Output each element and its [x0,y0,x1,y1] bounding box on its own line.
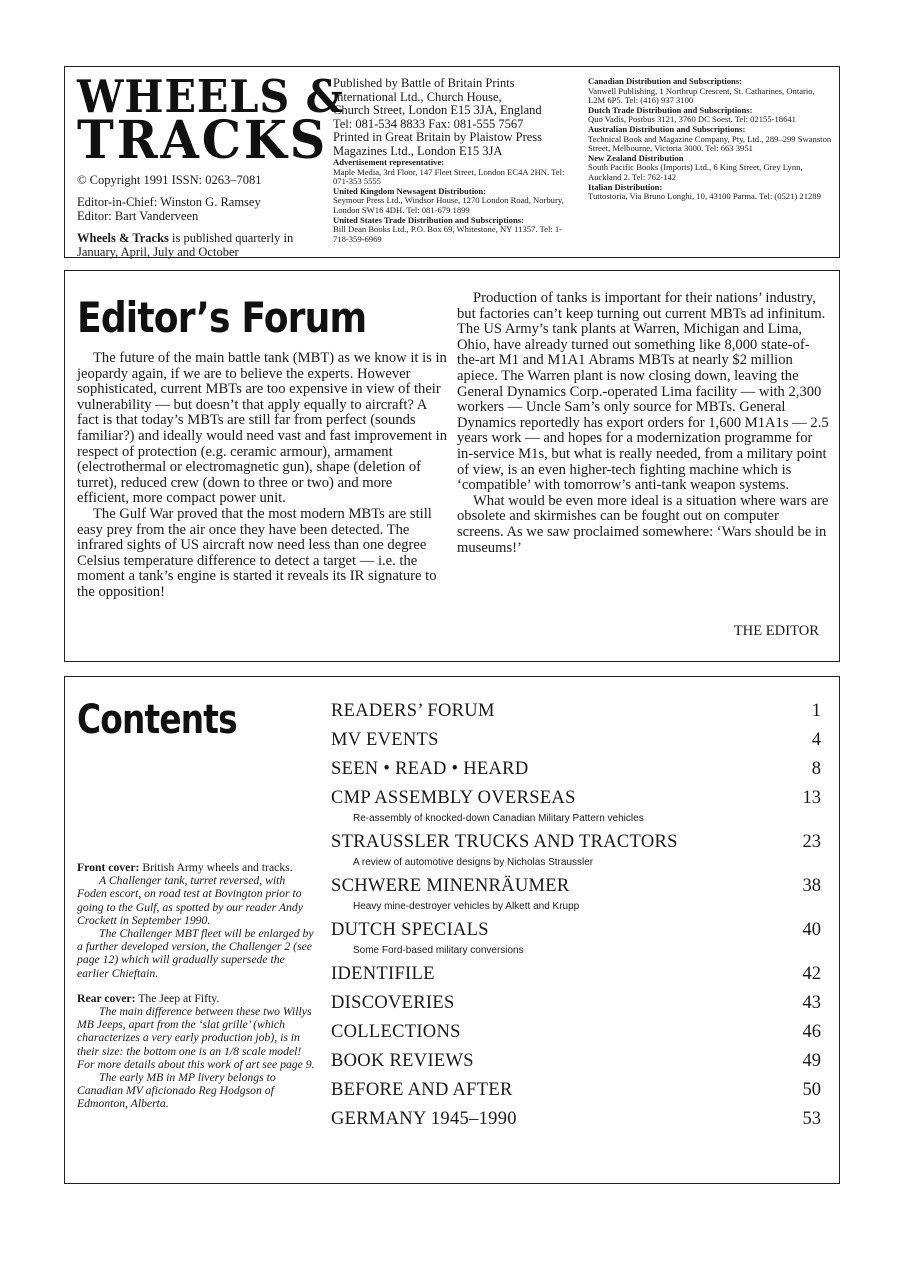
toc-entry-title: CMP ASSEMBLY OVERSEAS [331,788,576,808]
toc-entry[interactable] [331,993,821,1022]
rear-cover-text: The Jeep at Fifty. [135,991,220,1005]
rear-cover-details [77,1005,315,1111]
masthead [64,66,840,258]
publisher-line: International Ltd., Church House, [333,89,502,104]
toc-entry-title: IDENTIFILE [331,964,435,984]
italy-heading: Italian Distribution: [588,181,663,192]
front-cover-details [77,874,315,980]
schedule-text: is published quarterly in January, April, July and October [77,230,294,259]
table-of-contents [331,701,821,1138]
toc-entry-page: 38 [802,876,821,896]
forum-paragraph: The Gulf War proved that the most modern MBTs are still easy prey from the air once they have been detected. The infrared sights of US aircraft now need less than one degree Celsius temperature difference to detect a target — i.e. the moment a tank’s engine is started it reveals its IR signature to the opposition! [77,505,437,600]
nz-text: South Pacific Books (Imports) Ltd., 6 King Street, Grey Lynn, Auckland 2. Tel: 762-142 [588,162,803,182]
toc-entry-page: 13 [802,788,821,808]
toc-entry-title: DISCOVERIES [331,993,455,1013]
toc-entry-page: 49 [802,1051,821,1071]
rear-cover-label: Rear cover: [77,991,136,1005]
forum-title: Editor’s Forum [77,293,367,342]
toc-entry-page: 23 [802,832,821,852]
toc-entry[interactable] [331,1109,821,1138]
toc-entry[interactable] [331,1022,821,1051]
toc-entry-page: 4 [811,730,821,750]
toc-entry-subtitle: Some Ford-based military conversions [353,945,524,956]
toc-entry-title: STRAUSSLER TRUCKS AND TRACTORS [331,832,678,852]
toc-entry-title: SCHWERE MINENRÄUMER [331,876,570,896]
toc-entry-title: SEEN • READ • HEARD [331,759,529,779]
front-cover-note: A Challenger tank, turret reversed, with Foden escort, on road test at Bovington prior to going to the Gulf, as spotted by our reader Andy Crockett in September 1990. [77,874,303,927]
toc-entry-title: DUTCH SPECIALS [331,920,489,940]
australia-heading: Australian Distribution and Subscriptions: [588,123,746,134]
toc-entry-subtitle: Re-assembly of knocked-down Canadian Military Pattern vehicles [353,813,644,824]
publisher-line: Published by Battle of Britain Prints [333,76,515,90]
publisher-info [333,77,573,244]
uk-distribution-heading: United Kingdom Newsagent Distribution: [333,185,487,196]
publisher-line: Church Street, London E15 3JA, England [333,103,542,117]
canada-text: Vanwell Publishing, 1 Northrup Crescent, St. Catharines, Ontario, L2M 6P5. Tel: (416) 937 3100 [588,85,815,106]
rear-cover-note: The main difference between these two Willys MB Jeeps, apart from the ‘slat grille’ (which characterizes a very early production job), is in their size: the bottom one is an 1/8 scale model! For more details about this work of art see page 9. [77,1005,315,1071]
uk-distribution-text: Seymour Press Ltd., Windsor House, 1270 London Road, Norbury, London SW16 4DH. Tel: 081-679 1899 [333,195,564,215]
front-cover-note: The Challenger MBT fleet will be enlarged by a further developed version, the Challenger 2 (see page 12) which will gradually supersede the earlier Chieftain. [77,927,314,980]
nz-heading: New Zealand Distribution [588,152,684,163]
forum-paragraph: What would be even more ideal is a situation where wars are obsolete and skirmishes can be fought out on computer screens. As we saw proclaimed somewhere: ‘Wars should be in museums!’ [457,492,829,556]
publication-schedule [77,231,322,260]
australia-text: Technical Book and Magazine Company, Pty, Ltd., 289–299 Swanston Street, Melbourne, Victoria 3000. Tel: 663 3951 [588,133,832,154]
toc-entry[interactable] [331,1051,821,1080]
forum-signoff: THE EDITOR [733,623,819,639]
front-cover-caption [77,861,315,874]
toc-entry[interactable] [331,964,821,993]
toc-entry-page: 46 [802,1022,821,1042]
toc-entry[interactable] [331,701,821,730]
editors-forum [64,270,840,662]
us-distribution-heading: United States Trade Distribution and Subscriptions: [333,214,524,225]
contents-section [64,676,840,1184]
logo-line-1: WHEELS & [77,70,344,123]
toc-entry[interactable] [331,1080,821,1109]
front-cover-label: Front cover: [77,861,140,874]
rear-cover-caption [77,992,315,1005]
toc-entry-subtitle: A review of automotive designs by Nicholas Straussler [353,857,594,868]
toc-entry-title: GERMANY 1945–1990 [331,1109,517,1129]
toc-entry-title: MV EVENTS [331,730,439,750]
contents-title: Contents [77,697,237,743]
forum-paragraph: Production of tanks is important for their nations’ industry, but factories can’t keep turning out current MBTs ad infinitum. The US Army’s tank plants at Warren, Michigan and Lima, Ohio, have already turned out something like 8,000 state-of-the-art M1 and M1A1 Abrams MBTs at nearly $2 million apiece. The Warren plant is now closing down, leaving the General Dynamics Corp.-operated Lima facility — with 2,300 workers — Uncle Sam’s only source for MBTs. General Dynamics reportedly has export orders for 1,600 M1A1s — 2.5 years work — and hopes for a modernization programme for in-service M1s, but what is really needed, from a military point of view, is an even higher-tech fighting machine which is ‘compatible’ with tomorrow’s anti-tank weapon systems. [457,290,829,494]
editor: Editor: Bart Vanderveen [77,209,199,223]
toc-entry-page: 50 [802,1080,821,1100]
masthead-credits [77,173,322,260]
copyright: © Copyright 1991 ISSN: 0263–7081 [77,173,262,187]
toc-entry-title: BOOK REVIEWS [331,1051,474,1071]
logo-line-2: TRACKS [77,110,329,171]
toc-entry-page: 53 [802,1109,821,1129]
brand-name: Wheels & Tracks [77,230,169,245]
dutch-text: Quo Vadis, Postbus 3121, 3760 DC Soest. Tel: 02155-18641 [588,114,796,125]
toc-entry[interactable] [331,759,821,788]
canada-heading: Canadian Distribution and Subscriptions: [588,76,743,86]
publisher-lines [333,77,573,158]
advertising-heading: Advertisement representative: [333,157,445,167]
toc-entry-page: 43 [802,993,821,1013]
toc-entry-title: BEFORE AND AFTER [331,1080,513,1100]
forum-column-right [457,291,829,556]
toc-entry-title: COLLECTIONS [331,1022,461,1042]
forum-column-left [77,351,447,601]
front-cover-text: British Army wheels and tracks. [139,861,293,874]
forum-paragraph: The future of the main battle tank (MBT) as we know it is in jeopardy again, if we are to believe the experts. However sophisticated, current MBTs are too expensive in view of their vulnerability — but doesn’t that apply equally to aircraft? A fact is that today’s MBTs are still far from perfect (sounds familiar?) and ideally would need vast and fast improvement in respect of protection (e.g. ceramic armour), armament (electrothermal or electromagnetic gun), shape (deletion of turret), reduced crew (down to three or two) and more efficient, more compact power unit. [77,350,447,507]
international-distribution [588,77,833,202]
toc-entry-title: READERS’ FORUM [331,701,495,721]
rear-cover-note: The early MB in MP livery belongs to Canadian MV aficionado Reg Hodgson of Edmonton, Alberta. [77,1071,276,1111]
editor-in-chief: Editor-in-Chief: Winston G. Ramsey [77,194,261,209]
toc-entry-page: 42 [802,964,821,984]
toc-entry[interactable] [331,730,821,759]
dutch-heading: Dutch Trade Distribution and Subscriptions: [588,104,753,115]
magazine-logo [77,70,367,171]
toc-entry-page: 40 [802,920,821,940]
publisher-line: Tel: 081-534 8833 Fax: 081-555 7567 [333,116,524,131]
toc-entry-subtitle: Heavy mine-destroyer vehicles by Alkett and Krupp [353,901,580,912]
italy-text: Tuttostoria, Via Bruno Longhi, 10, 43100 Parma. Tel: (0521) 21289 [588,191,821,202]
cover-captions [77,861,315,1111]
toc-entry-page: 8 [811,759,821,779]
advertising-text: Maple Media, 3rd Floor, 147 Fleet Street, London EC4A 2HN. Tel: 071-353 5555 [333,166,565,187]
toc-entry-page: 1 [811,701,821,721]
us-distribution-text: Bill Dean Books Ltd., P.O. Box 69, Whitestone, NY 11357. Tel: 1-718-359-6969 [333,224,563,244]
publisher-line: Magazines Ltd., London E15 3JA [333,143,503,158]
publisher-line: Printed in Great Britain by Plaistow Press [333,130,543,144]
